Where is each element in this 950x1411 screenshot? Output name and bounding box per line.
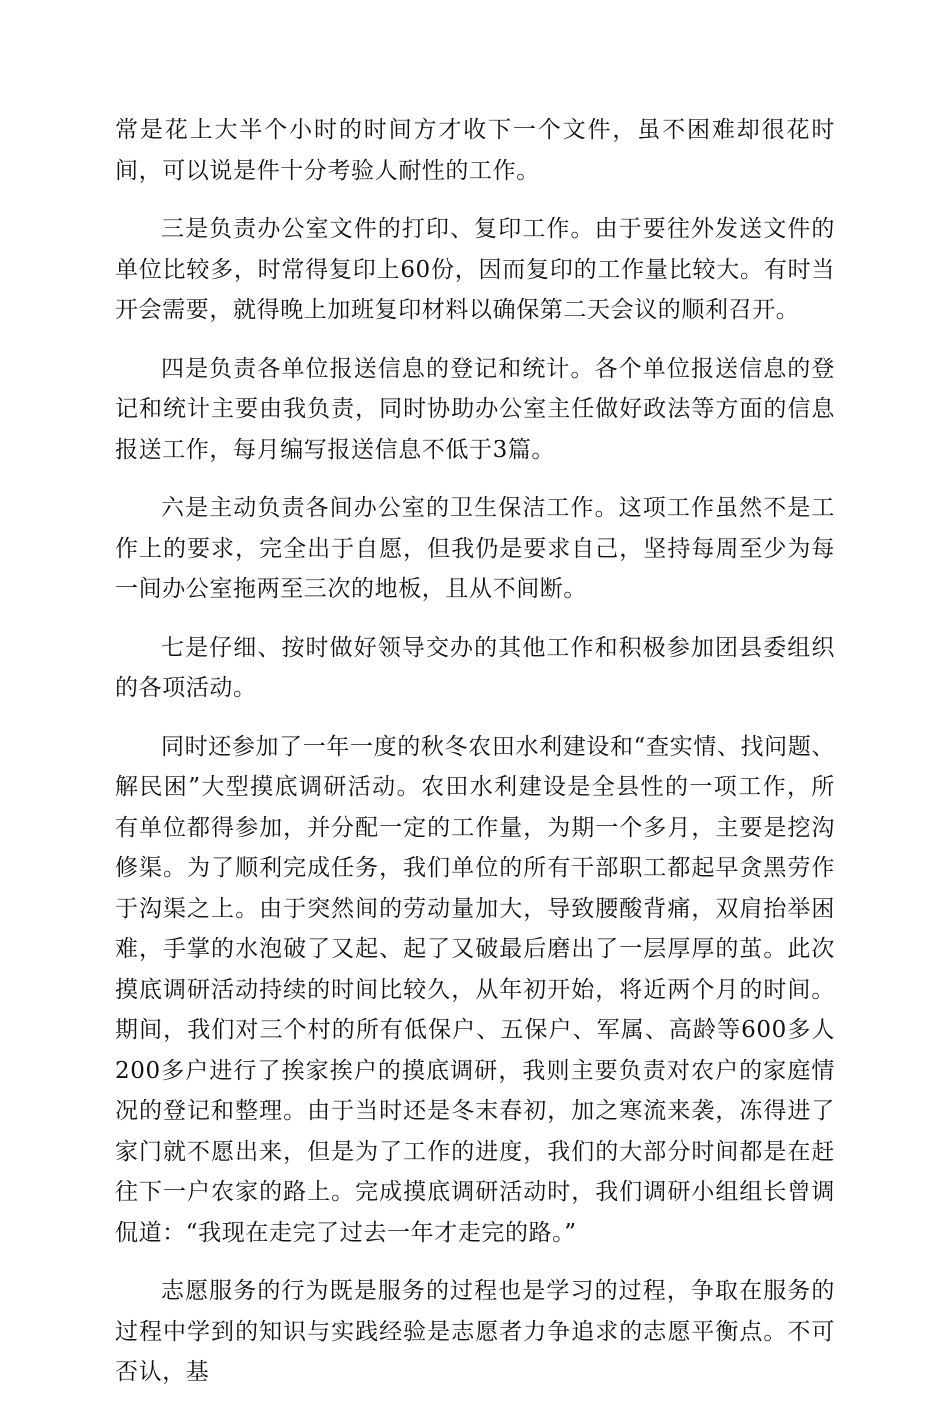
paragraph-item-seven: 七是仔细、按时做好领导交办的其他工作和积极参加团县委组织的各项活动。 (115, 634, 835, 701)
paragraph-item-six: 六是主动负责各间办公室的卫生保洁工作。这项工作虽然不是工作上的要求，完全出于自愿，但我仍是要求自己，坚持每周至少为每一间办公室拖两至三次的地板，且从不间断。 (115, 495, 835, 602)
paragraph-item-four: 四是负责各单位报送信息的登记和统计。各个单位报送信息的登记和统计主要由我负责，同时协助办公室主任做好政法等方面的信息报送工作，每月编写报送信息不低于3篇。 (115, 355, 835, 463)
document-page (115, 110, 835, 1411)
paragraph-activities: 同时还参加了一年一度的秋冬农田水利建设和“查实情、找问题、解民困”大型摸底调研活动。农田水利建设是全县性的一项工作，所有单位都得参加，并分配一定的工作量，为期一个多月，主要是挖沟修渠。为了顺利完成任务，我们单位的所有干部职工都起早贪黑劳作于沟渠之上。由于突然间的劳动量加大，导致腰酸背痛，双肩抬举困难，手掌的水泡破了又起、起了又破最后磨出了一层厚厚的茧。此次摸底调研活动持续的时间比较久，从年初开始，将近两个月的时间。期间，我们对三个村的所有低保户、五保户、军属、高龄等600多人200多户进行了挨家挨户的摸底调研，我则主要负责对农户的家庭情况的登记和整理。由于当时还是冬末春初，加之寒流来袭，冻得进了家门就不愿出来，但是为了工作的进度，我们的大部分时间都是在赶往下一户农家的路上。完成摸底调研活动时，我们调研小组组长曾调侃道：“我现在走完了过去一年才走完的路。” (115, 733, 835, 1246)
paragraph-item-three: 三是负责办公室文件的打印、复印工作。由于要往外发送文件的单位比较多，时常得复印上60份，因而复印的工作量比较大。有时当开会需要，就得晚上加班复印材料以确保第二天会议的顺利召开。 (115, 216, 835, 323)
paragraph-volunteer-service: 志愿服务的行为既是服务的过程也是学习的过程，争取在服务的过程中学到的知识与实践经验是志愿者力争追求的志愿平衡点。不可否认，基 (115, 1278, 835, 1385)
paragraph-continuation: 常是花上大半个小时的时间方才收下一个文件，虽不困难却很花时间，可以说是件十分考验人耐性的工作。 (115, 117, 835, 184)
